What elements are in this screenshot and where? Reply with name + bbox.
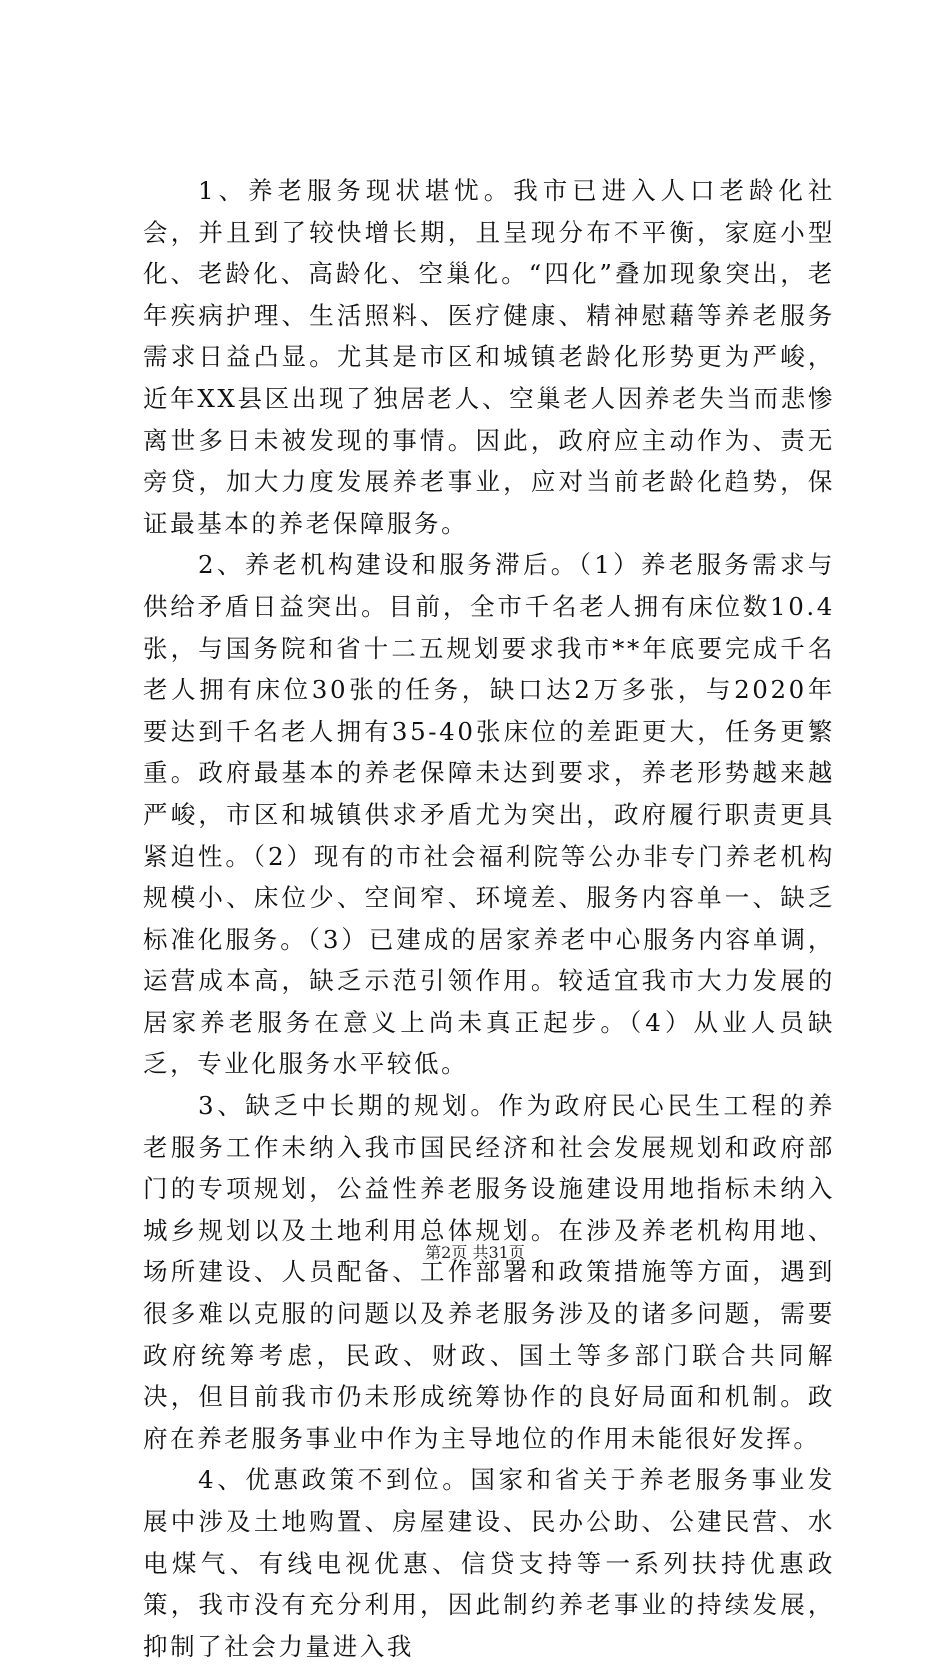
paragraph-2: 2、养老机构建设和服务滞后。（1）养老服务需求与供给矛盾日益突出。目前，全市千名老人拥有床位数10.4张，与国务院和省十二五规划要求我市**年底要完成千名老人拥有床位30张的任务，缺口达2万多张，与2020年要达到千名老人拥有35-40张床位的差距更大，任务更繁重。政府最基本的养老保障未达到要求，养老形势越来越严峻，市区和城镇供求矛盾尤为突出，政府履行职责更具紧迫性。（2）现有的市社会福利院等公办非专门养老机构规模小、床位少、空间窄、环境差、服务内容单一、缺乏标准化服务。（3）已建成的居家养老中心服务内容单调，运营成本高，缺乏示范引领作用。较适宜我市大力发展的居家养老服务在意义上尚未真正起步。（4）从业人员缺乏，专业化服务水平较低。 (143, 550, 835, 1079)
paragraph-3: 3、缺乏中长期的规划。作为政府民心民生工程的养老服务工作未纳入我市国民经济和社会发展规划和政府部门的专项规划，公益性养老服务设施建设用地指标未纳入城乡规划以及土地利用总体规划。在涉及养老机构用地、场所建设、人员配备、工作部署和政策措施等方面，遇到很多难以克服的问题以及养老服务涉及的诸多问题，需要政府统筹考虑，民政、财政、国土等多部门联合共同解决，但目前我市仍未形成统筹协作的良好局面和机制。政府在养老服务事业中作为主导地位的作用未能很好发挥。 (143, 1091, 835, 1453)
page-footer: 第2页 共31页 (425, 1243, 525, 1262)
document-body (143, 170, 835, 1667)
paragraph-4: 4、优惠政策不到位。国家和省关于养老服务事业发展中涉及土地购置、房屋建设、民办公助、公建民营、水电煤气、有线电视优惠、信贷支持等一系列扶持优惠政策，我市没有充分利用，因此制约养老事业的持续发展，抑制了社会力量进入我 (143, 1465, 835, 1661)
paragraph-1: 1、养老服务现状堪忧。我市已进入人口老龄化社会，并且到了较快增长期，且呈现分布不平衡，家庭小型化、老龄化、高龄化、空巢化。“四化”叠加现象突出，老年疾病护理、生活照料、医疗健康、精神慰藉等养老服务需求日益凸显。尤其是市区和城镇老龄化形势更为严峻，近年XX县区出现了独居老人、空巢老人因养老失当而悲惨离世多日未被发现的事情。因此，政府应主动作为、责无旁贷，加大力度发展养老事业，应对当前老龄化趋势，保证最基本的养老保障服务。 (143, 176, 835, 538)
